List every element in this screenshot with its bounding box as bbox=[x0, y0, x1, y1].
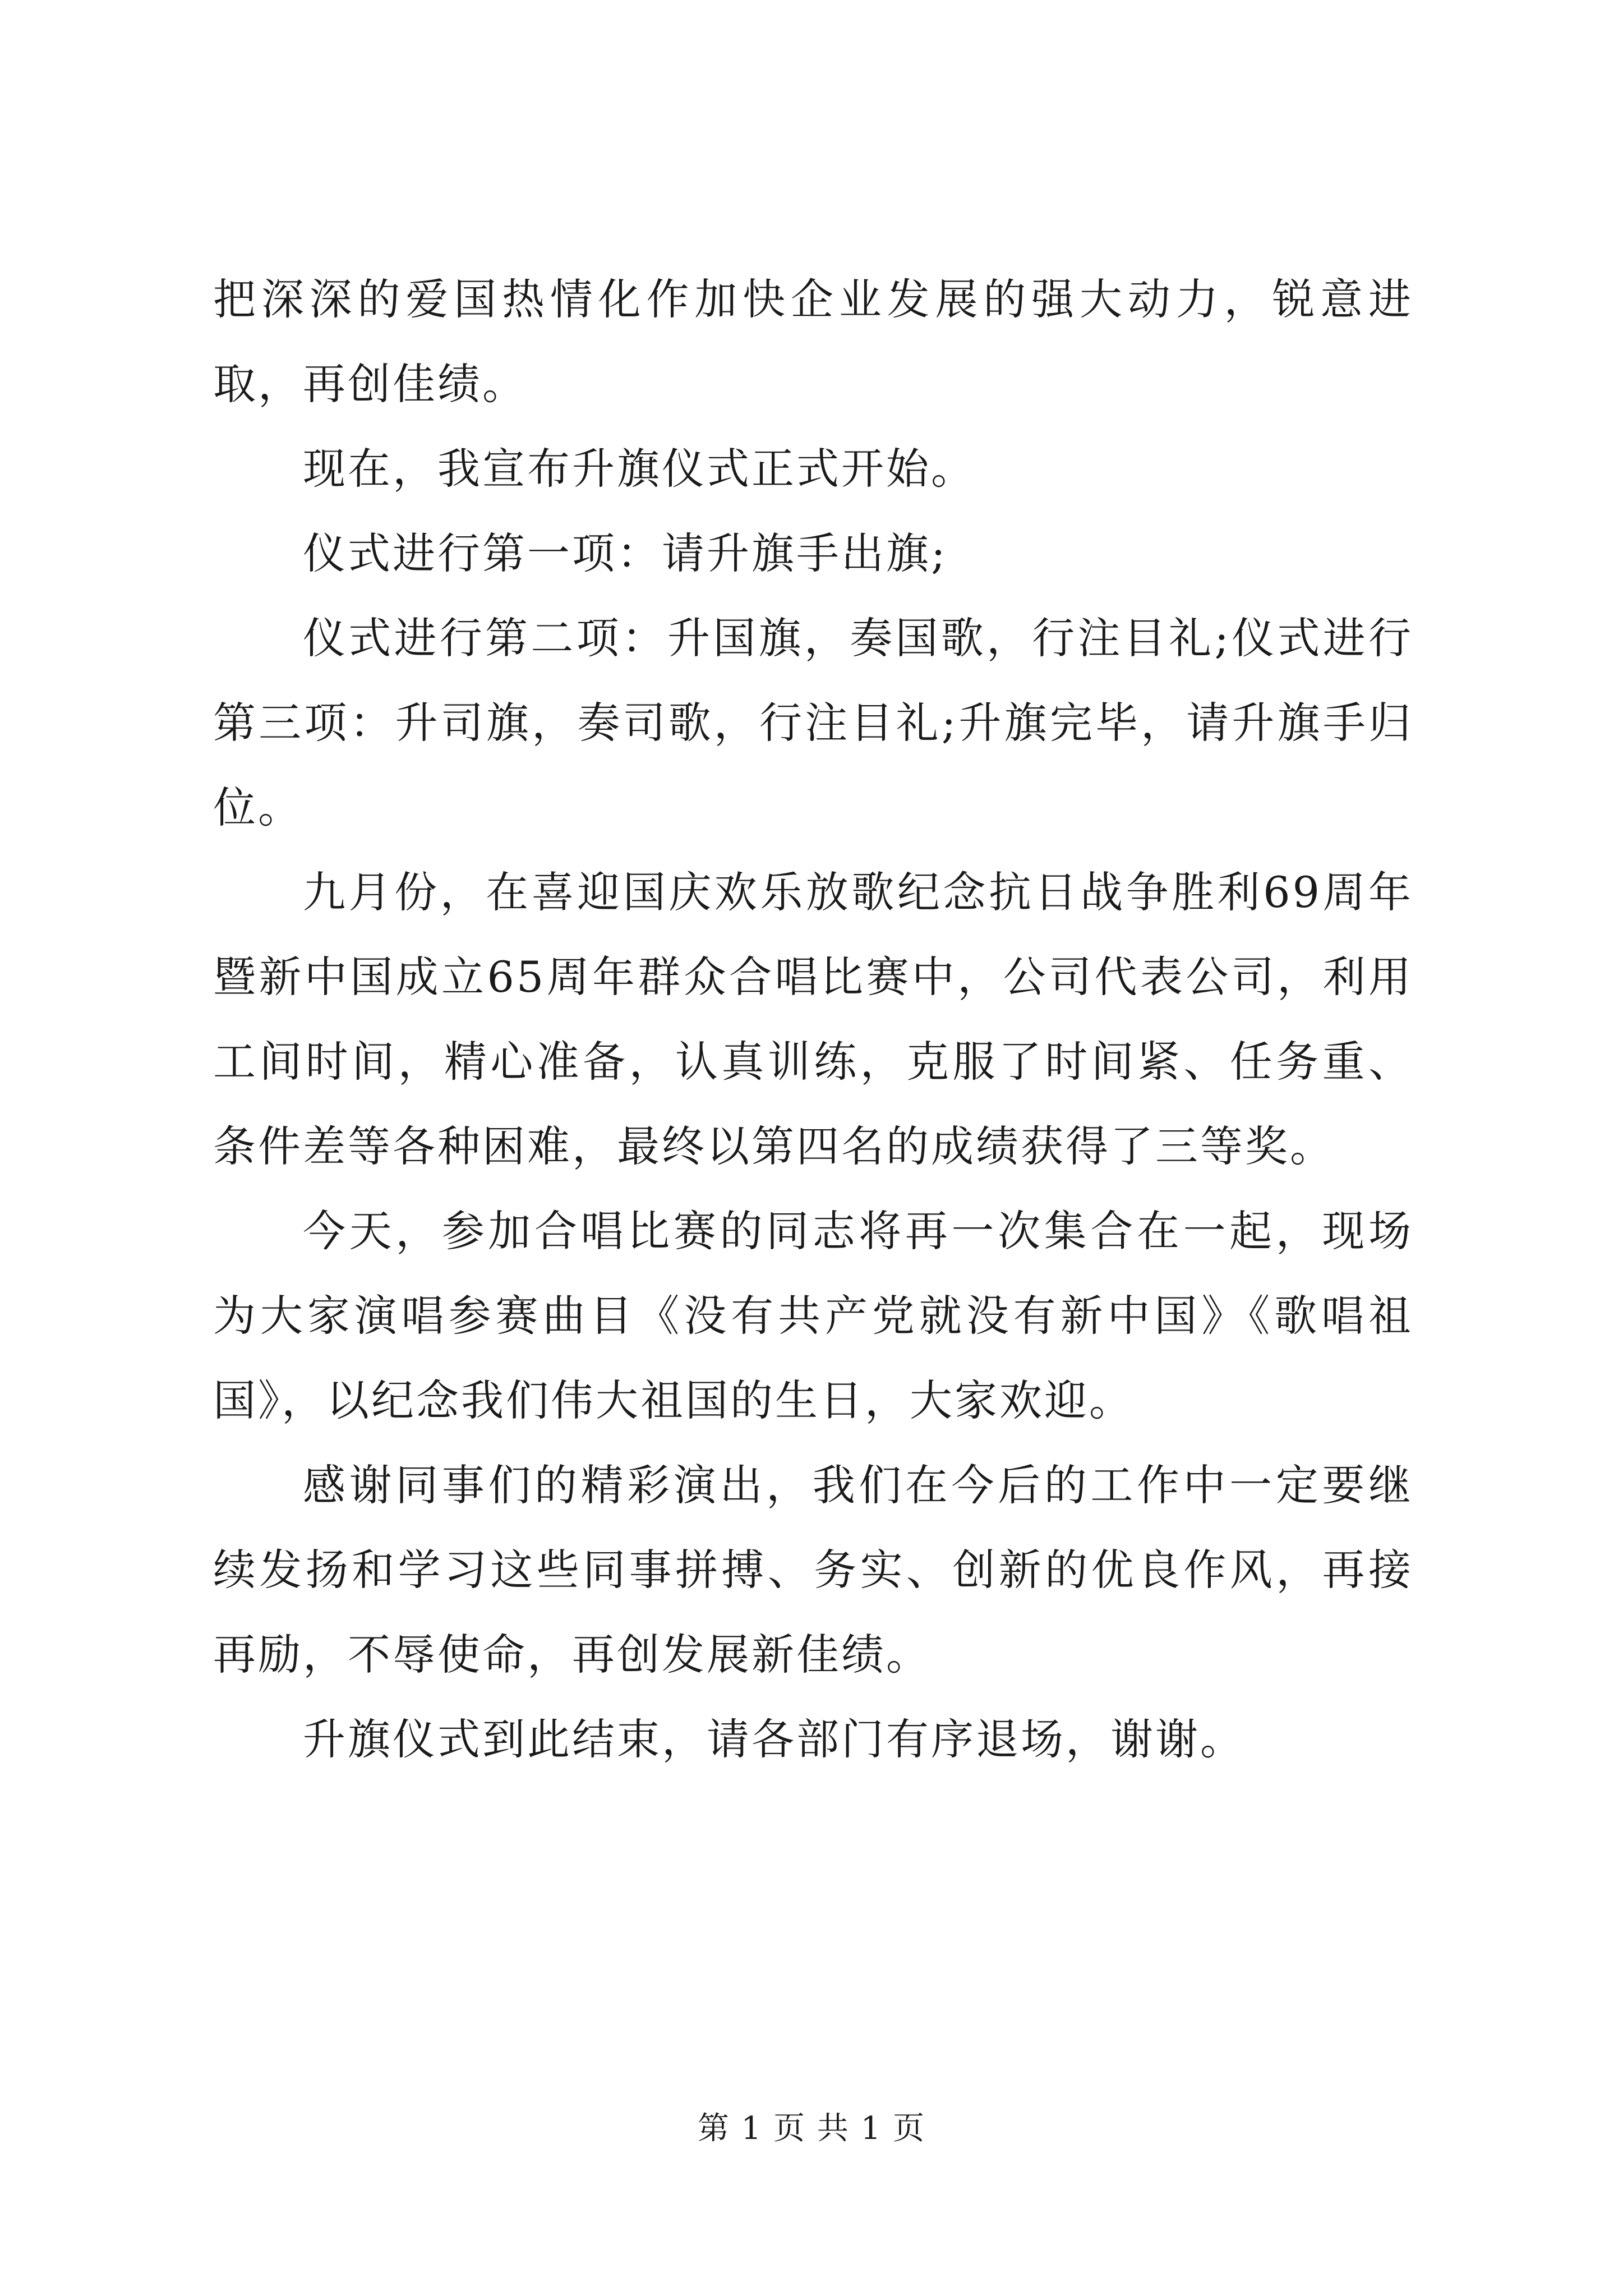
paragraph-choir-contest: 九月份，在喜迎国庆欢乐放歌纪念抗日战争胜利69周年暨新中国成立65周年群众合唱比赛中，公司代表公司，利用工间时间，精心准备，认真训练，克服了时间紧、任务重、条件差等各种困难，最终以第四名的成绩获得了三等奖。 bbox=[213, 867, 1413, 1171]
document-body bbox=[213, 257, 1413, 1782]
paragraph-step-two-three: 仪式进行第二项：升国旗，奏国歌，行注目礼;仪式进行第三项：升司旗，奏司歌，行注目礼;升旗完毕，请升旗手归位。 bbox=[213, 613, 1413, 832]
paragraph-ceremony-start: 现在，我宣布升旗仪式正式开始。 bbox=[303, 444, 976, 494]
paragraph-performance: 今天，参加合唱比赛的同志将再一次集合在一起，现场为大家演唱参赛曲目《没有共产党就没有新中国》《歌唱祖国》，以纪念我们伟大祖国的生日，大家欢迎。 bbox=[213, 1206, 1413, 1425]
page-footer: 第 1 页 共 1 页 bbox=[697, 2110, 926, 2147]
paragraph-step-one: 仪式进行第一项：请升旗手出旗; bbox=[303, 528, 948, 578]
paragraph-thanks: 感谢同事们的精彩演出，我们在今后的工作中一定要继续发扬和学习这些同事拼搏、务实、创新的优良作风，再接再励，不辱使命，再创发展新佳绩。 bbox=[213, 1460, 1413, 1680]
paragraph-continuation: 把深深的爱国热情化作加快企业发展的强大动力，锐意进取，再创佳绩。 bbox=[213, 274, 1413, 409]
paragraph-closing: 升旗仪式到此结束，请各部门有序退场，谢谢。 bbox=[303, 1714, 1245, 1764]
